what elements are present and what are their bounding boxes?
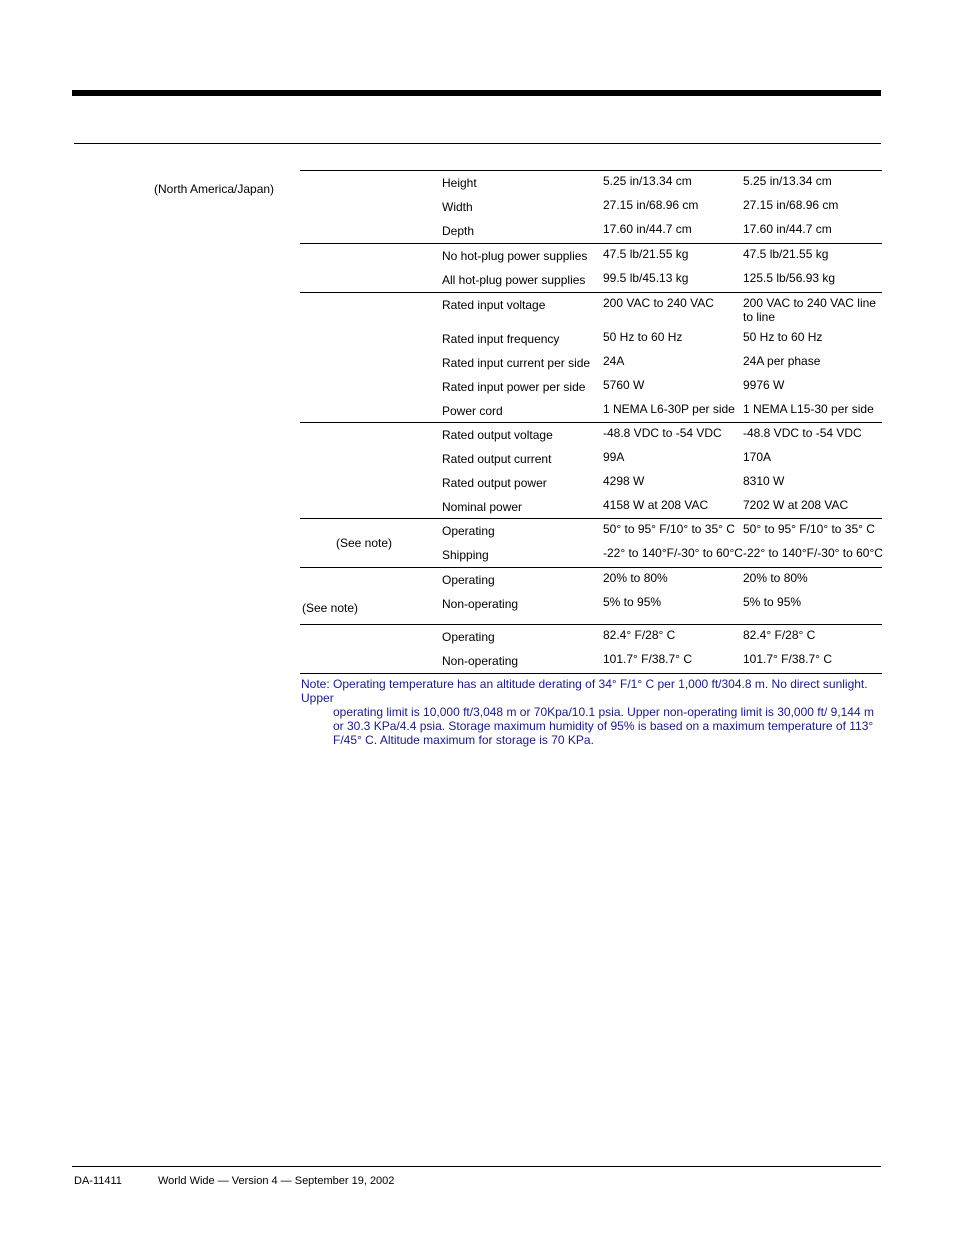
value-column-2: 5% to 95% bbox=[743, 595, 802, 609]
value-column-2: 101.7° F/38.7° C bbox=[743, 652, 832, 666]
spec-name: Rated input frequency bbox=[442, 332, 560, 346]
value-column-1: 101.7° F/38.7° C bbox=[603, 652, 692, 666]
spec-name: Non-operating bbox=[442, 654, 519, 668]
value-column-2: 27.15 in/68.96 cm bbox=[743, 198, 839, 212]
value-column-2: -22° to 140°F/-30° to 60°C bbox=[743, 546, 883, 560]
spec-name: Nominal power bbox=[442, 500, 523, 514]
group-divider bbox=[300, 567, 882, 568]
value-column-1: 4298 W bbox=[603, 474, 645, 488]
section-rule bbox=[74, 143, 881, 144]
footer-rule bbox=[72, 1166, 881, 1167]
group-divider bbox=[300, 422, 882, 423]
value-column-1: -22° to 140°F/-30° to 60°C bbox=[603, 546, 743, 560]
value-column-2: 47.5 lb/21.55 kg bbox=[743, 247, 829, 261]
spec-name: Rated input power per side bbox=[442, 380, 586, 394]
spec-name: Operating bbox=[442, 630, 495, 644]
value-column-1: 17.60 in/44.7 cm bbox=[603, 222, 692, 236]
group-divider bbox=[300, 624, 882, 625]
value-column-2: 20% to 80% bbox=[743, 571, 808, 585]
value-column-2: -48.8 VDC to -54 VDC bbox=[743, 426, 862, 440]
group-see-note-label: (See note) bbox=[336, 536, 393, 550]
value-column-2: 17.60 in/44.7 cm bbox=[743, 222, 832, 236]
value-column-2: 9976 W bbox=[743, 378, 785, 392]
spec-name: Rated input voltage bbox=[442, 298, 546, 312]
value-column-2: 5.25 in/13.34 cm bbox=[743, 174, 832, 188]
value-column-1: 99.5 lb/45.13 kg bbox=[603, 271, 689, 285]
footnote-continuation: operating limit is 10,000 ft/3,048 m or 70Kpa/10.1 psia. Upper non-operating limit is 30,000 ft/ 9,144 m or 30.3 KPa/4.4 psia. Storage maximum humidity of 95% is based on a maximum temperature of 113° F/45° C. Altitude maximum for storage is 70 KPa. bbox=[333, 705, 874, 747]
spec-name: Rated input current per side bbox=[442, 356, 591, 370]
value-column-1: 27.15 in/68.96 cm bbox=[603, 198, 699, 212]
value-column-2: 82.4° F/28° C bbox=[743, 628, 816, 642]
value-column-2: 1 NEMA L15-30 per side bbox=[743, 402, 874, 416]
spec-name: Height bbox=[442, 176, 477, 190]
spec-name: Shipping bbox=[442, 548, 489, 562]
header-rule bbox=[72, 90, 881, 96]
value-column-1: 4158 W at 208 VAC bbox=[603, 498, 709, 512]
value-column-2: 125.5 lb/56.93 kg bbox=[743, 271, 836, 285]
value-column-1: 99A bbox=[603, 450, 625, 464]
value-column-2: 8310 W bbox=[743, 474, 785, 488]
group-divider bbox=[300, 292, 882, 293]
value-column-2: 170A bbox=[743, 450, 772, 464]
spec-name: Rated output voltage bbox=[442, 428, 553, 442]
spec-name: Rated output power bbox=[442, 476, 547, 490]
document-id: DA-11411 bbox=[74, 1175, 122, 1187]
group-divider bbox=[300, 170, 882, 171]
group-divider bbox=[300, 518, 882, 519]
group-see-note-label: (See note) bbox=[302, 601, 359, 615]
value-column-1: 5.25 in/13.34 cm bbox=[603, 174, 692, 188]
spec-name: Non-operating bbox=[442, 597, 519, 611]
region-label: (North America/Japan) bbox=[154, 182, 275, 196]
value-column-2: 24A per phase bbox=[743, 354, 821, 368]
value-column-1: 5% to 95% bbox=[603, 595, 662, 609]
footnote bbox=[301, 677, 886, 747]
value-column-1: -48.8 VDC to -54 VDC bbox=[603, 426, 722, 440]
value-column-2: 200 VAC to 240 VAC line to line bbox=[743, 296, 876, 324]
value-column-1: 5760 W bbox=[603, 378, 645, 392]
value-column-1: 82.4° F/28° C bbox=[603, 628, 676, 642]
value-column-1: 200 VAC to 240 VAC bbox=[603, 296, 714, 310]
value-column-1: 1 NEMA L6-30P per side bbox=[603, 402, 735, 416]
version-line: World Wide — Version 4 — September 19, 2002 bbox=[158, 1175, 395, 1187]
value-column-1: 47.5 lb/21.55 kg bbox=[603, 247, 689, 261]
table-bottom-rule bbox=[300, 673, 882, 674]
spec-name: No hot-plug power supplies bbox=[442, 249, 588, 263]
spec-name: Width bbox=[442, 200, 473, 214]
value-column-2: 7202 W at 208 VAC bbox=[743, 498, 849, 512]
value-column-1: 20% to 80% bbox=[603, 571, 668, 585]
spec-name: Power cord bbox=[442, 404, 503, 418]
footnote-first-line: Note: Operating temperature has an altitude derating of 34° F/1° C per 1,000 ft/304.8 m. No direct sunlight. Upper bbox=[301, 677, 868, 705]
value-column-1: 50° to 95° F/10° to 35° C bbox=[603, 522, 735, 536]
spec-name: All hot-plug power supplies bbox=[442, 273, 586, 287]
spec-name: Depth bbox=[442, 224, 475, 238]
value-column-1: 50 Hz to 60 Hz bbox=[603, 330, 683, 344]
value-column-2: 50 Hz to 60 Hz bbox=[743, 330, 823, 344]
group-divider bbox=[300, 243, 882, 244]
value-column-2: 50° to 95° F/10° to 35° C bbox=[743, 522, 875, 536]
spec-name: Operating bbox=[442, 573, 495, 587]
spec-name: Operating bbox=[442, 524, 495, 538]
spec-name: Rated output current bbox=[442, 452, 552, 466]
value-column-1: 24A bbox=[603, 354, 625, 368]
